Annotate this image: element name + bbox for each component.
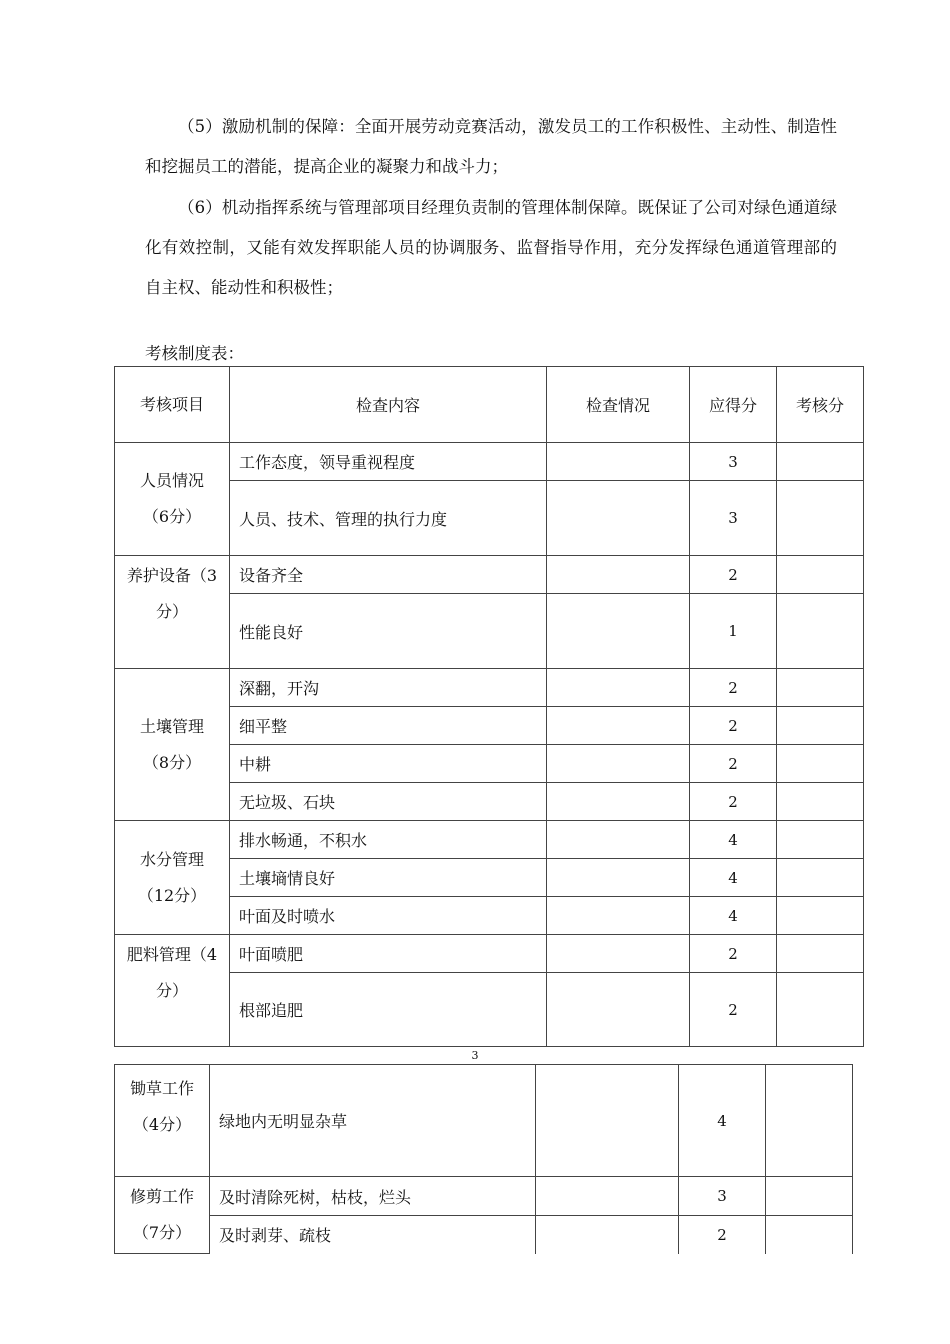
status-cell — [547, 594, 690, 669]
assessed-cell — [766, 1177, 853, 1216]
table-caption: 考核制度表： — [145, 344, 244, 363]
status-cell — [547, 821, 690, 859]
score-cell: 2 — [690, 556, 777, 594]
header-full-score: 应得分 — [690, 367, 777, 443]
content-cell: 及时剥芽、疏枝 — [210, 1216, 536, 1254]
status-cell — [536, 1216, 679, 1254]
score-cell: 4 — [679, 1065, 766, 1177]
status-cell — [547, 859, 690, 897]
header-status: 检查情况 — [547, 367, 690, 443]
content-cell: 根部追肥 — [230, 973, 547, 1047]
assessment-table-continued — [114, 1064, 853, 1254]
content-cell: 细平整 — [230, 707, 547, 745]
status-cell — [536, 1177, 679, 1216]
score-cell: 2 — [679, 1216, 766, 1254]
assessed-cell — [777, 935, 864, 973]
assessed-cell — [777, 973, 864, 1047]
score-cell: 4 — [690, 897, 777, 935]
table-header-row — [115, 367, 864, 443]
status-cell — [547, 973, 690, 1047]
header-category: 考核项目 — [115, 367, 230, 443]
status-cell — [547, 897, 690, 935]
score-cell: 3 — [690, 443, 777, 481]
category-cell: 修剪工作（7分） — [115, 1177, 210, 1254]
content-cell: 土壤墒情良好 — [230, 859, 547, 897]
content-cell: 深翻，开沟 — [230, 669, 547, 707]
content-cell: 排水畅通，不积水 — [230, 821, 547, 859]
assessed-cell — [777, 821, 864, 859]
score-cell: 3 — [690, 481, 777, 556]
content-cell: 无垃圾、石块 — [230, 783, 547, 821]
assessed-cell — [777, 481, 864, 556]
status-cell — [547, 669, 690, 707]
assessed-cell — [777, 556, 864, 594]
content-cell: 中耕 — [230, 745, 547, 783]
status-cell — [547, 556, 690, 594]
paragraph-command-system: （6）机动指挥系统与管理部项目经理负责制的管理体制保障。既保证了公司对绿色通道绿化有效控制，又能有效发挥职能人员的协调服务、监督指导作用，充分发挥绿色通道管理部的自主权、能动性和积极性； — [145, 198, 837, 297]
table-row — [115, 1216, 853, 1254]
header-content: 检查内容 — [230, 367, 547, 443]
status-cell — [547, 745, 690, 783]
status-cell — [547, 443, 690, 481]
assessed-cell — [777, 669, 864, 707]
assessed-cell — [777, 859, 864, 897]
page-number: 3 — [471, 1049, 479, 1062]
score-cell: 4 — [690, 859, 777, 897]
category-cell: 水分管理（12分） — [115, 821, 230, 935]
content-cell: 性能良好 — [230, 594, 547, 669]
content-cell: 工作态度，领导重视程度 — [230, 443, 547, 481]
status-cell — [547, 707, 690, 745]
table-row — [115, 556, 864, 594]
score-cell: 2 — [690, 707, 777, 745]
assessed-cell — [777, 783, 864, 821]
category-cell: 人员情况（6分） — [115, 443, 230, 556]
content-cell: 设备齐全 — [230, 556, 547, 594]
table-row — [115, 669, 864, 707]
status-cell — [547, 481, 690, 556]
category-cell: 锄草工作（4分） — [115, 1065, 210, 1177]
content-cell: 绿地内无明显杂草 — [210, 1065, 536, 1177]
assessed-cell — [766, 1065, 853, 1177]
header-assessed-score: 考核分 — [777, 367, 864, 443]
score-cell: 2 — [690, 935, 777, 973]
score-cell: 2 — [690, 783, 777, 821]
score-cell: 3 — [679, 1177, 766, 1216]
category-cell: 土壤管理（8分） — [115, 669, 230, 821]
assessment-table — [114, 366, 864, 1047]
table-row — [115, 443, 864, 481]
status-cell — [547, 783, 690, 821]
paragraph-incentive: （5）激励机制的保障：全面开展劳动竞赛活动，激发员工的工作积极性、主动性、制造性和挖掘员工的潜能，提高企业的凝聚力和战斗力； — [145, 117, 837, 176]
status-cell — [547, 935, 690, 973]
score-cell: 4 — [690, 821, 777, 859]
table-row — [115, 935, 864, 973]
content-cell: 人员、技术、管理的执行力度 — [230, 481, 547, 556]
content-cell: 叶面喷肥 — [230, 935, 547, 973]
assessed-cell — [777, 443, 864, 481]
assessed-cell — [777, 897, 864, 935]
category-cell: 肥料管理（4分） — [115, 935, 230, 1047]
score-cell: 2 — [690, 973, 777, 1047]
assessed-cell — [766, 1216, 853, 1254]
content-cell: 及时清除死树，枯枝，烂头 — [210, 1177, 536, 1216]
assessed-cell — [777, 745, 864, 783]
assessed-cell — [777, 707, 864, 745]
score-cell: 1 — [690, 594, 777, 669]
table-row — [115, 821, 864, 859]
score-cell: 2 — [690, 745, 777, 783]
table-row — [115, 1065, 853, 1177]
table-row — [115, 1177, 853, 1216]
category-cell: 养护设备（3分） — [115, 556, 230, 669]
status-cell — [536, 1065, 679, 1177]
assessed-cell — [777, 594, 864, 669]
score-cell: 2 — [690, 669, 777, 707]
content-cell: 叶面及时喷水 — [230, 897, 547, 935]
